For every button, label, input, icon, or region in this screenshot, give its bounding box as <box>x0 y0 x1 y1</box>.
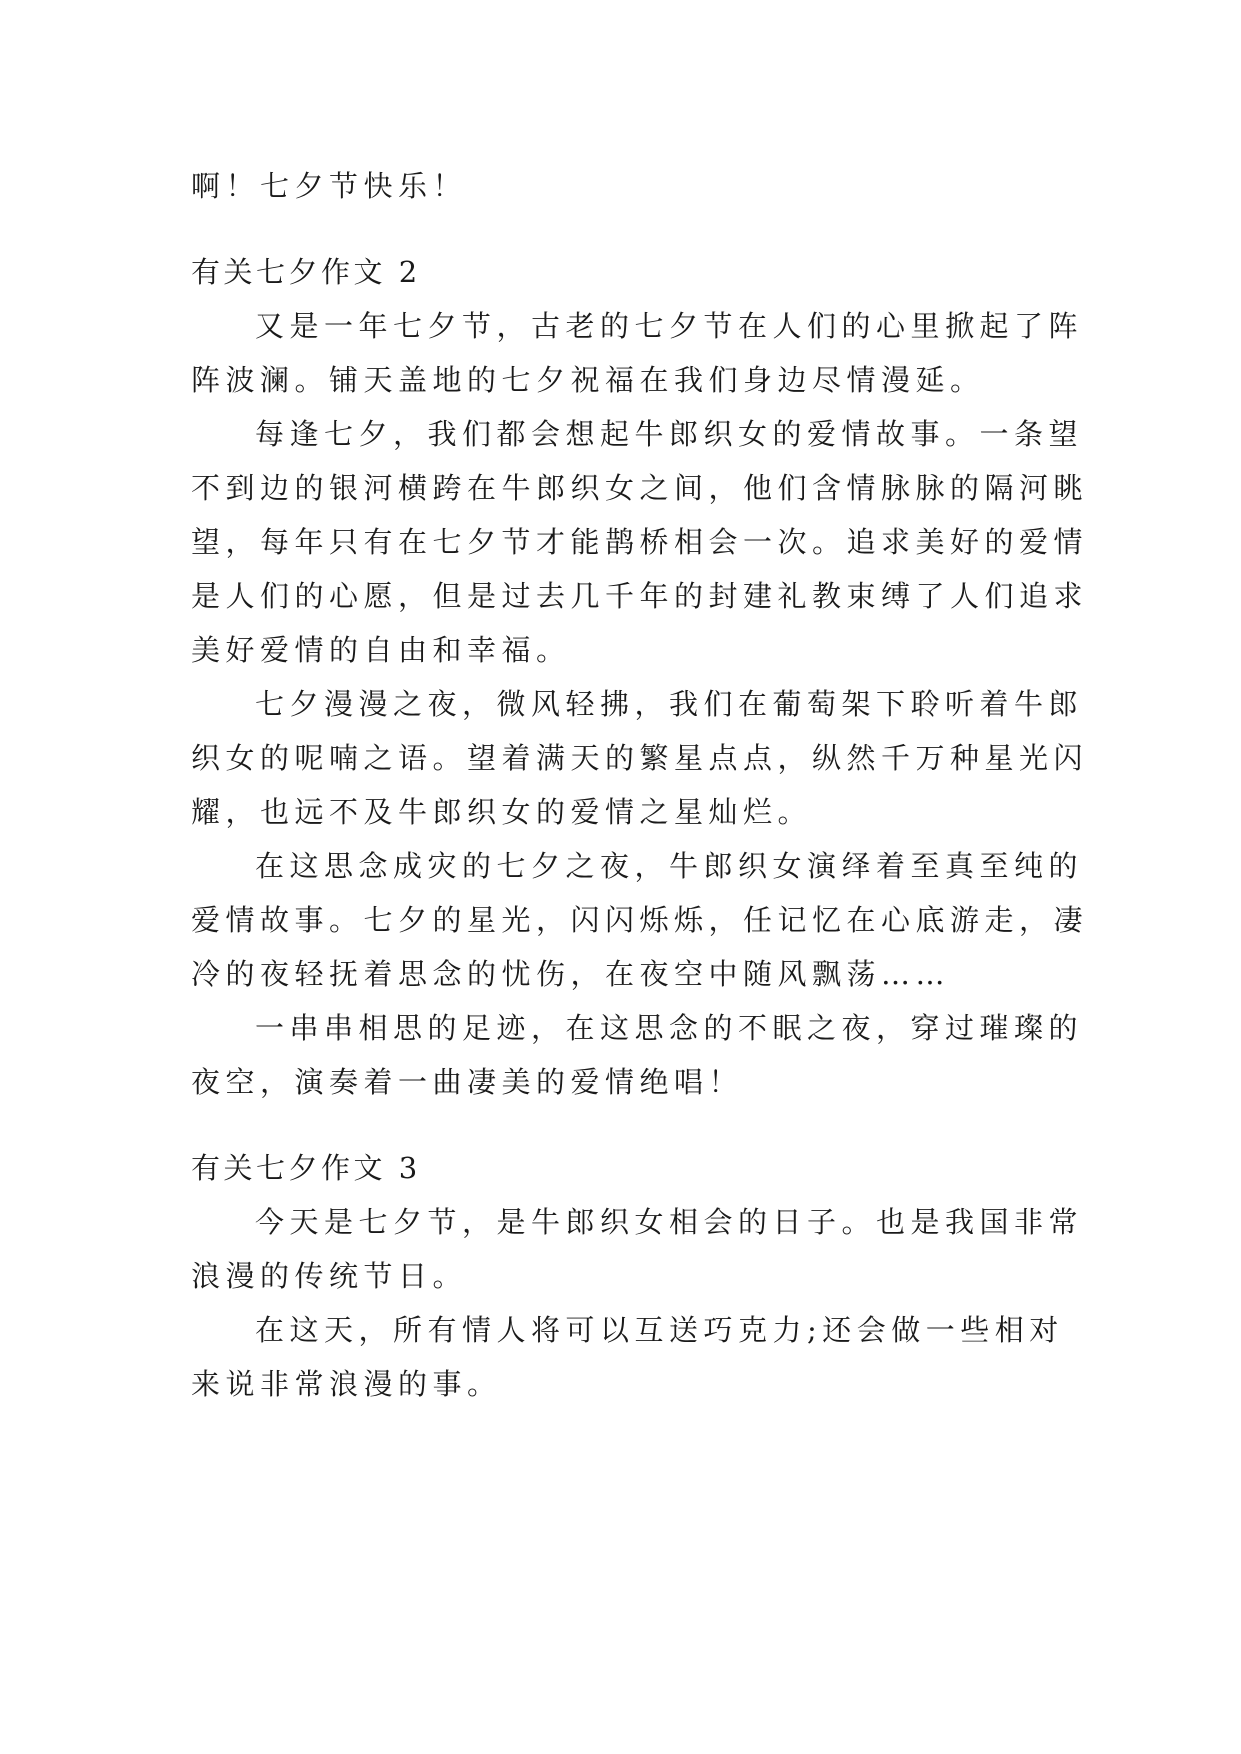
essay-2-paragraph-3-line: 七夕漫漫之夜，微风轻拂，我们在葡萄架下聆听着牛郎 <box>255 687 1084 721</box>
essay-2-paragraph-2-line: 美好爱情的自由和幸福。 <box>191 633 571 667</box>
essay-3-heading: 有关七夕作文 3 <box>191 1151 421 1185</box>
essay-2-paragraph-4-line: 冷的夜轻抚着思念的忧伤，在夜空中随风飘荡…… <box>191 957 951 991</box>
essay-3-paragraph-2-line: 在这天，所有情人将可以互送巧克力;还会做一些相对 <box>255 1313 1064 1347</box>
essay-2-heading: 有关七夕作文 2 <box>191 255 421 289</box>
closing-line: 啊！七夕节快乐！ <box>191 169 468 203</box>
essay-3-paragraph-1-line: 今天是七夕节，是牛郎织女相会的日子。也是我国非常 <box>255 1205 1084 1239</box>
essay-3-paragraph-2-line: 来说非常浪漫的事。 <box>191 1367 502 1401</box>
essay-2-paragraph-4-line: 爱情故事。七夕的星光，闪闪烁烁，任记忆在心底游走，凄 <box>191 903 1089 937</box>
essay-2-paragraph-2-line: 不到边的银河横跨在牛郎织女之间，他们含情脉脉的隔河眺 <box>191 471 1089 505</box>
essay-2-paragraph-4-line: 在这思念成灾的七夕之夜，牛郎织女演绎着至真至纯的 <box>255 849 1084 883</box>
essay-2-paragraph-5-line: 一串串相思的足迹，在这思念的不眠之夜，穿过璀璨的 <box>255 1011 1084 1045</box>
essay-2-paragraph-2-line: 是人们的心愿，但是过去几千年的封建礼教束缚了人们追求 <box>191 579 1089 613</box>
essay-2-paragraph-2-line: 每逢七夕，我们都会想起牛郎织女的爱情故事。一条望 <box>255 417 1084 451</box>
essay-2-paragraph-1-line: 又是一年七夕节，古老的七夕节在人们的心里掀起了阵 <box>255 309 1084 343</box>
essay-2-paragraph-1-line: 阵波澜。铺天盖地的七夕祝福在我们身边尽情漫延。 <box>191 363 985 397</box>
essay-3-paragraph-1-line: 浪漫的传统节日。 <box>191 1259 468 1293</box>
essay-2-paragraph-2-line: 望，每年只有在七夕节才能鹊桥相会一次。追求美好的爱情 <box>191 525 1089 559</box>
essay-2-paragraph-5-line: 夜空，演奏着一曲凄美的爱情绝唱！ <box>191 1065 744 1099</box>
essay-2-paragraph-3-line: 织女的呢喃之语。望着满天的繁星点点，纵然千万种星光闪 <box>191 741 1089 775</box>
essay-2-paragraph-3-line: 耀，也远不及牛郎织女的爱情之星灿烂。 <box>191 795 813 829</box>
